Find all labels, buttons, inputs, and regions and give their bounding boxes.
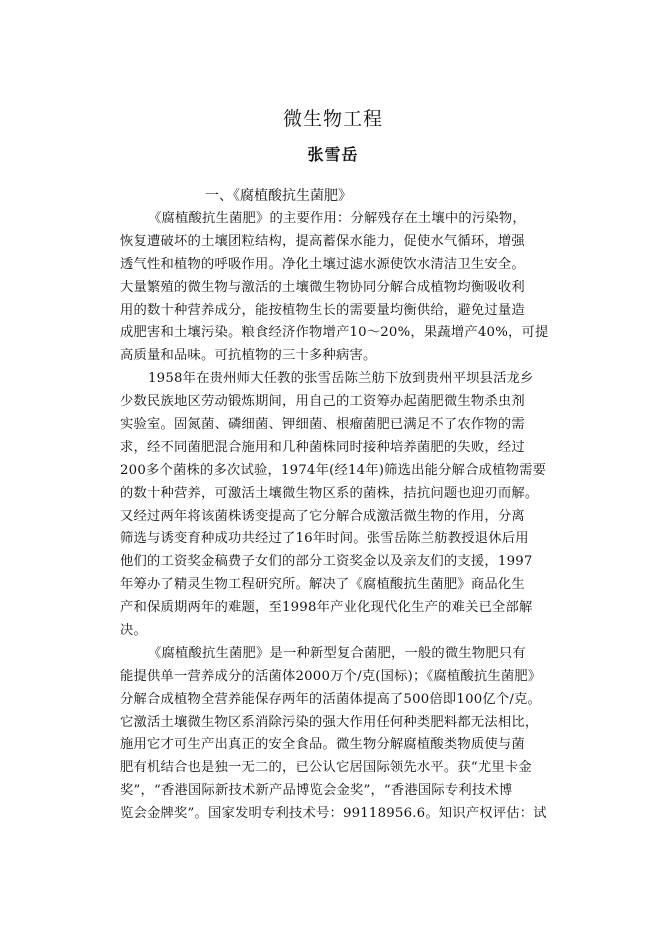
text-line: 《腐植酸抗生菌肥》是一种新型复合菌肥，一般的微生物肥只有	[148, 645, 526, 661]
text-line: 高质量和品味。可抗植物的三十多种病害。	[120, 348, 377, 364]
text-line: 它激活土壤微生物区系消除污染的强大作用任何种类肥料都无法相比，	[120, 714, 539, 730]
text-line: 的数十种营养，可激活土壤微生物区系的菌株，拮抗问题也迎刃而解。	[120, 485, 539, 501]
section-heading: 一、《腐植酸抗生菌肥》	[205, 188, 352, 204]
text-line: 又经过两年将该菌株诱变提高了它分解合成激活微生物的作用，分离	[120, 508, 525, 524]
text-line: 览会金牌奖”。国家发明专利技术号：99118956.6。知识产权评估：试	[120, 806, 547, 822]
document-title: 微生物工程	[282, 108, 383, 130]
text-line: 肥有机结合也是独一无二的，已公认它居国际领先水平。获“尤里卡金	[120, 760, 532, 776]
text-line: 施用它才可生产出真正的安全食品。微生物分解腐植酸类物质使与菌	[120, 737, 525, 753]
text-line: 年筹办了精灵生物工程研究所。解决了《腐植酸抗生菌肥》商品化生	[120, 577, 525, 593]
text-line: 恢复遭破坏的土壤团粒结构，提高蓄保水能力，促使水气循环，增强	[120, 233, 525, 249]
text-line: 产和保质期两年的难题，至1998年产业化现代化生产的难关已全部解	[120, 600, 533, 616]
text-line: 筛选与诱变育种成功共经过了16年时间。张雪岳陈兰舫教授退休后用	[120, 531, 529, 547]
text-line: 求，经不同菌肥混合施用和几种菌株同时接种培养菌肥的失败，经过	[120, 439, 525, 455]
text-line: 《腐植酸抗生菌肥》的主要作用：分解残存在土壤中的污染物，	[148, 211, 526, 226]
text-line: 200多个菌株的多次试验，1974年(经14年)筛选出能分解合成植物需要	[120, 462, 547, 478]
text-line: 用的数十种营养成分，能按植物生长的需要量均衡供给，避免过量造	[120, 302, 525, 318]
text-line: 透气性和植物的呼吸作用。净化土壤过滤水源使饮水清洁卫生安全。	[120, 256, 525, 272]
text-line: 他们的工资奖金稿费子女们的部分工资奖金以及亲友们的支援，1997	[120, 554, 533, 570]
text-line: 实验室。固氮菌、磷细菌、钾细菌、根瘤菌肥已满足不了农作物的需	[120, 417, 525, 433]
text-line: 分解合成植物全营养能保存两年的活菌体提高了500倍即100亿个/克。	[120, 691, 542, 707]
text-line: 大量繁殖的微生物与激活的土壤微生物协同分解合成植物均衡吸收利	[120, 279, 525, 295]
text-line: 决。	[120, 623, 147, 639]
body-text	[120, 208, 560, 826]
text-line: 奖”，“香港国际新技术新产品博览会金奖”，“香港国际专利技术博	[120, 783, 513, 799]
text-line: 能提供单一营养成分的活菌体2000万个/克(国标)；《腐植酸抗生菌肥》	[120, 668, 542, 684]
document-author: 张雪岳	[307, 145, 359, 164]
text-line: 1958年在贵州师大任教的张雪岳陈兰舫下放到贵州平坝县活龙乡	[148, 371, 534, 387]
text-line: 少数民族地区劳动锻炼期间，用自己的工资筹办起菌肥微生物杀虫剂	[120, 394, 525, 410]
text-line: 成肥害和土壤污染。粮食经济作物增产10～20%，果蔬增产40%，可提	[120, 325, 549, 341]
